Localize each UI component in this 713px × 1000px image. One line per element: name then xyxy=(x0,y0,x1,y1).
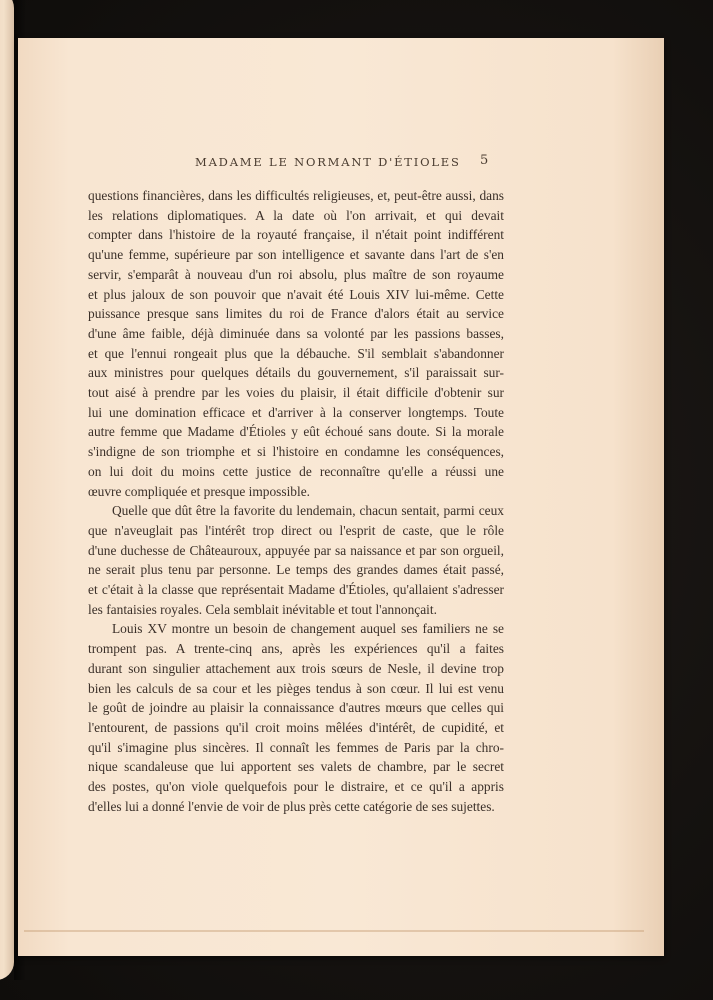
text-line: Quelle que dût être la favorite du lendemain, chacun sentait, parmi ceux xyxy=(112,503,504,519)
text-line: lui une domination efficace et d'arriver à la conserver longtemps. Toute xyxy=(88,404,504,420)
text-line: des postes, qu'on viole quelquefois pour le distraire, et ce qu'il a appris xyxy=(88,779,504,795)
text-line: Louis XV montre un besoin de changement auquel ses familiers ne se xyxy=(112,621,504,637)
page-bottom-edge xyxy=(24,930,644,932)
paragraph xyxy=(88,501,504,619)
paragraph xyxy=(88,186,504,501)
text-line: qu'une femme, supérieure par son intelligence et savante dans l'art de s'en xyxy=(88,247,504,263)
facing-page-edge xyxy=(0,0,14,980)
text-line: l'entourent, de passions qu'il croit moins mêlées d'intérêt, de cupidité, et xyxy=(88,719,504,735)
text-line: et c'était à la classe que représentait Madame d'Étioles, qu'allaient s'adresser xyxy=(88,582,504,598)
text-line: et plus jaloux de son pouvoir que n'avait été Louis XIV lui-même. Cette xyxy=(88,286,504,302)
text-line: compter dans l'histoire de la royauté française, il n'était point indifférent xyxy=(88,227,504,243)
text-line: aux ministres pour quelques détails du gouvernement, s'il paraissait sur- xyxy=(88,365,504,381)
text-line: trompent pas. A trente-cinq ans, après les expériences qu'il a faites xyxy=(88,641,504,657)
text-line: que n'aveuglait pas l'intérêt trop direct ou l'esprit de caste, que le rôle xyxy=(88,522,504,538)
text-line: tout aisé à prendre par les voies du plaisir, il était difficile d'obtenir sur xyxy=(88,385,504,401)
text-line: on lui doit du moins cette justice de reconnaître qu'elle a réussi une xyxy=(88,463,504,479)
body-text xyxy=(88,186,504,817)
text-line: s'indigne de son triomphe et si l'histoire en condamne les conséquences, xyxy=(88,444,504,460)
text-line: d'elles lui a donné l'envie de voir de plus près cette catégorie de ses sujettes. xyxy=(88,798,495,814)
text-line: bien les calculs de sa cour et les pièges tendus à son cœur. Il lui est venu xyxy=(88,680,504,696)
text-line: puissance presque sans limites du roi de France d'alors était au service xyxy=(88,306,504,322)
text-line: qu'il s'imagine plus sincères. Il connaît les femmes de Paris par la chro- xyxy=(88,739,504,755)
text-line: les relations diplomatiques. A la date où l'on arrivait, et qui devait xyxy=(88,207,504,223)
text-line: le goût de joindre au plaisir la connaissance d'autres mœurs que celles qui xyxy=(88,700,504,716)
text-line: œuvre compliquée et presque impossible. xyxy=(88,483,311,499)
paragraph xyxy=(88,619,504,816)
running-title: MADAME LE NORMANT D'ÉTIOLES xyxy=(195,155,461,169)
page-number: 5 xyxy=(480,153,489,168)
text-line: ne serait plus tenu par personne. Le temps des grandes dames était passé, xyxy=(88,562,504,578)
text-line: d'une âme faible, déjà diminuée dans sa volonté par les passions basses, xyxy=(88,325,504,341)
text-line: les fantaisies royales. Cela semblait inévitable et tout l'annonçait. xyxy=(88,601,437,617)
text-line: d'une duchesse de Châteauroux, appuyée par sa naissance et par son orgueil, xyxy=(88,542,504,558)
text-line: autre femme que Madame d'Étioles y eût échoué sans doute. Si la morale xyxy=(88,424,504,440)
text-line: durant son singulier attachement aux trois sœurs de Nesle, il devine trop xyxy=(88,660,504,676)
text-line: servir, s'emparât à nouveau d'un roi absolu, plus maître de son royaume xyxy=(88,266,504,282)
text-line: nique scandaleuse que lui apportent ses valets de chambre, par le secret xyxy=(88,759,504,775)
text-line: questions financières, dans les difficultés religieuses, et, peut-être aussi, dans xyxy=(88,188,504,203)
text-line: et que l'ennui rongeait plus que la débauche. S'il semblait s'abandonner xyxy=(88,345,504,361)
